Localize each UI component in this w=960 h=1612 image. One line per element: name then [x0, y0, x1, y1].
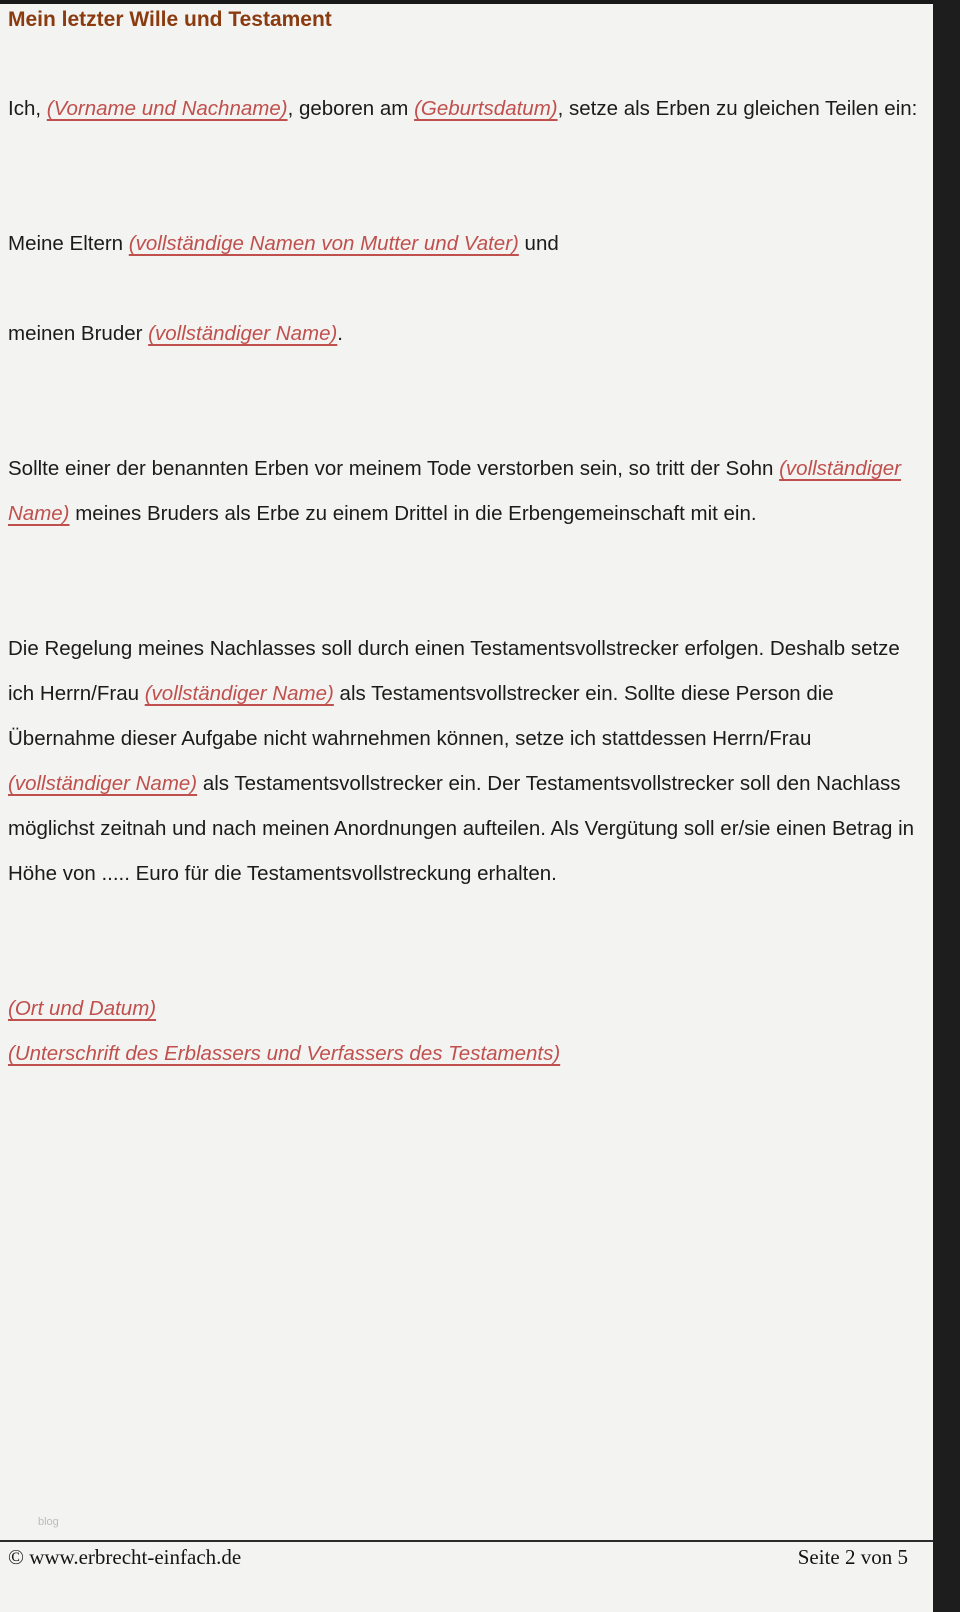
text-run: Meine Eltern [8, 232, 129, 255]
text-run: . [337, 322, 343, 345]
paragraph-intro [8, 86, 929, 131]
watermark-blog: blog [38, 1516, 59, 1528]
placeholder-first-last-name: (Vorname und Nachname) [46, 97, 288, 120]
document-title: Mein letzter Wille und Testament [8, 8, 332, 31]
text-run: und [518, 232, 559, 255]
placeholder-full-name: (vollständiger Name) [8, 772, 198, 795]
placeholder-birthdate: (Geburtsdatum) [414, 97, 558, 120]
placeholder-parents-names: (vollständige Namen von Mutter und Vater) [128, 232, 519, 255]
paragraph-brother [8, 311, 929, 356]
placeholder-full-name: (vollständiger Name) [148, 322, 338, 345]
text-run: Ich, [8, 97, 47, 120]
paragraph-substitute-heir [8, 446, 929, 536]
text-run: meinen Bruder [8, 322, 149, 345]
document-content [0, 4, 933, 1076]
placeholder-place-date: (Ort und Datum) [8, 997, 157, 1020]
footer-page-number: Seite 2 von 5 [797, 1545, 908, 1569]
text-run: , geboren am [287, 97, 415, 120]
text-run: Sollte einer der benannten Erben vor meinem Tode verstorben sein, so tritt der Sohn [8, 457, 780, 480]
text-run: als Testamentsvollstrecker ein. Sollte diese Person die Übernahme dieser Aufgabe nicht wahrnehmen können, setze ich stattdessen Herrn/Frau [8, 682, 834, 750]
text-run: Die Regelung meines Nachlasses soll durch einen Testamentsvollstrecker erfolgen. Deshalb setze ich Herrn/Frau [8, 637, 900, 705]
paragraph-parents [8, 221, 929, 266]
document-footer [0, 1540, 933, 1570]
placeholder-full-name: (vollständiger Name) [8, 457, 902, 525]
paragraph-place-date [8, 986, 929, 1031]
right-border [933, 0, 960, 1612]
text-run: als Testamentsvollstrecker ein. Der Testamentsvollstrecker soll den Nachlass möglichst zeitnah und nach meinen Anordnungen aufteilen. Als Vergütung soll er/sie einen Betrag in Höhe von ..... Euro für die Testamentsvollstreckung erhalten. [8, 772, 915, 885]
text-run: , setze als Erben zu gleichen Teilen ein: [557, 97, 918, 120]
paragraph-signature [8, 1031, 929, 1076]
footer-copyright: © www.erbrecht-einfach.de [8, 1545, 242, 1569]
text-run: meines Bruders als Erbe zu einem Drittel in die Erbengemeinschaft mit ein. [69, 502, 757, 525]
paragraph-executor [8, 626, 929, 896]
placeholder-full-name: (vollständiger Name) [144, 682, 334, 705]
placeholder-signature: (Unterschrift des Erblassers und Verfassers des Testaments) [8, 1042, 561, 1065]
